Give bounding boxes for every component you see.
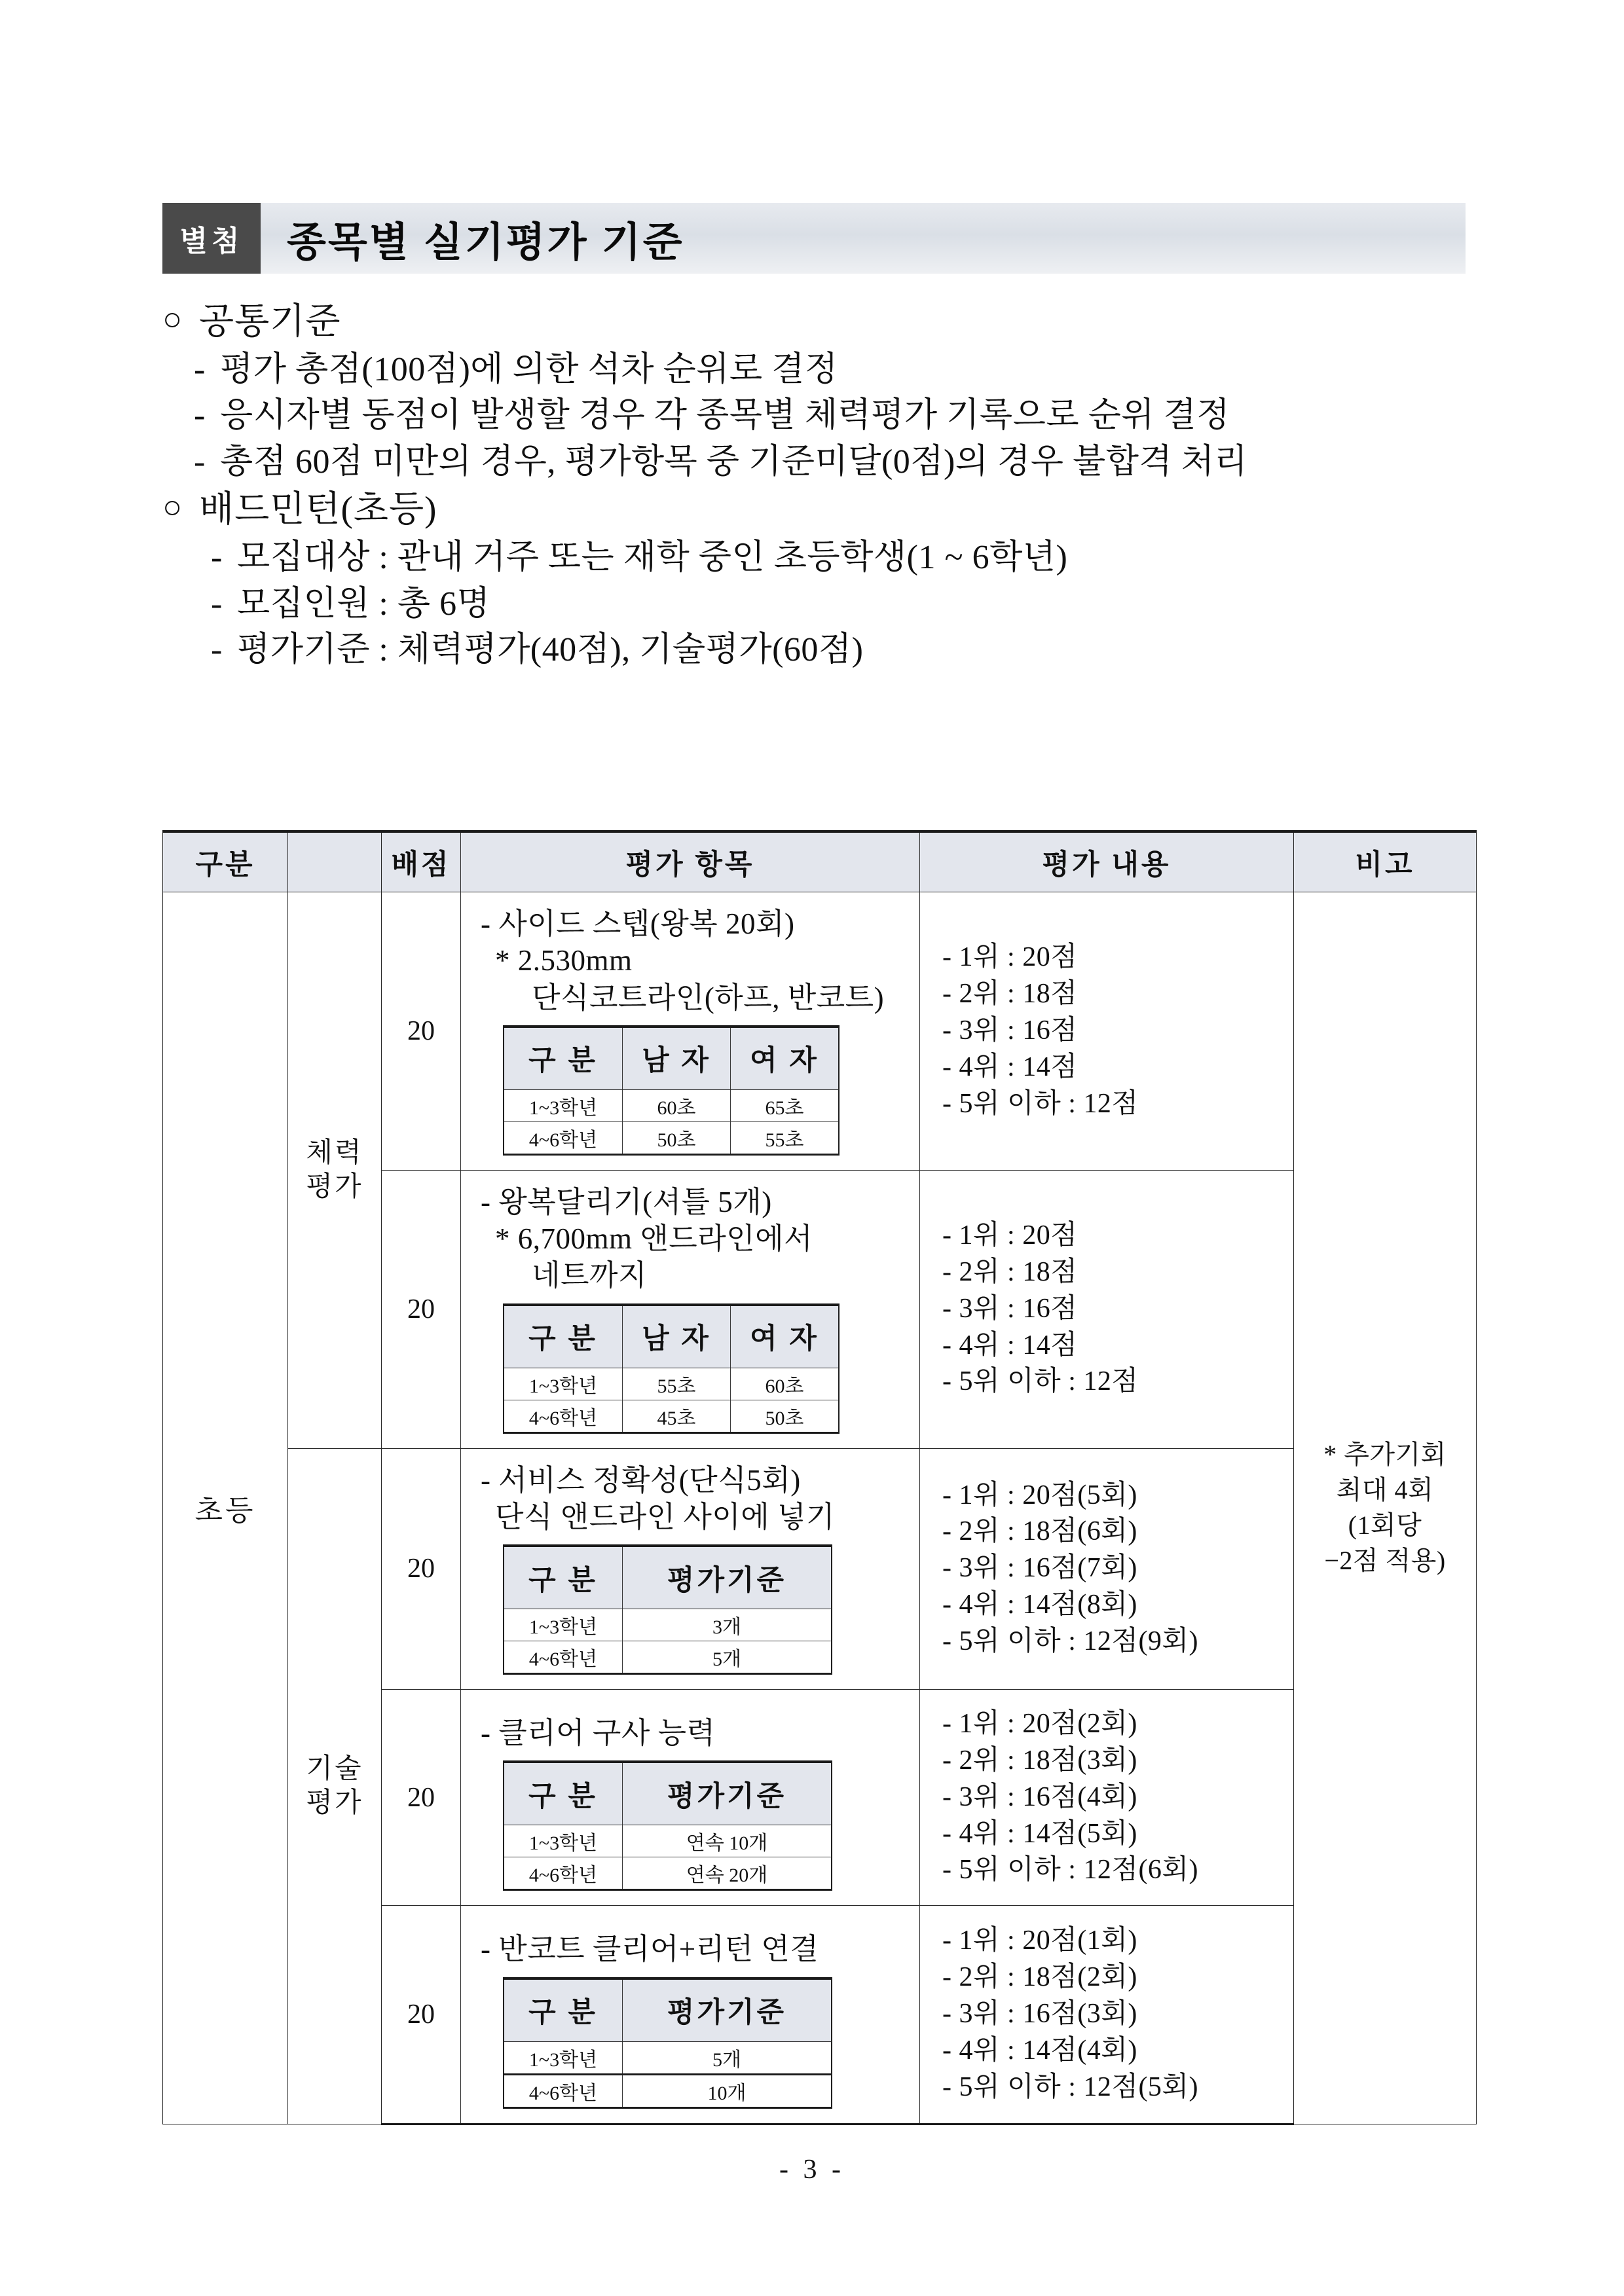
- subtable-cell: 4~6학년: [504, 1121, 623, 1154]
- detail-text-line: - 2위 : 18점: [942, 979, 1078, 1010]
- item-text-line: 단식 앤드라인 사이에 넣기: [495, 1500, 835, 1533]
- subtable-header-cell: 구 분: [504, 1978, 623, 2042]
- subtable-header-row: [504, 1305, 839, 1368]
- subtable-row: [504, 2041, 832, 2074]
- cell-evaluation-item: [461, 1448, 920, 1690]
- th-group-spacer: [288, 831, 382, 892]
- criteria-subtable: [503, 1544, 832, 1675]
- subtable-cell: 1~3학년: [504, 1368, 623, 1400]
- group-label-line: 평가: [306, 1788, 363, 1818]
- detail-text-line: - 4위 : 14점(4회): [942, 2035, 1137, 2066]
- attachment-tag: 별첨: [162, 203, 261, 274]
- outline-text: 평가기준 : 체력평가(40점), 기술평가(60점): [237, 631, 864, 669]
- detail-text-line: - 3위 : 16점(7회): [942, 1553, 1137, 1584]
- remark-text-line: (1회당: [1348, 1510, 1422, 1540]
- item-spacer: [481, 1919, 910, 1931]
- circle-bullet-icon: ○: [162, 488, 183, 526]
- item-text-line: * 2.530mm: [495, 944, 633, 977]
- subtable-cell: 55초: [623, 1368, 731, 1400]
- detail-text-line: - 5위 이하 : 12점(6회): [942, 1855, 1198, 1886]
- cell-category: 초등: [163, 892, 288, 2124]
- subtable-cell: 55초: [731, 1121, 840, 1154]
- detail-text-line: - 4위 : 14점(5회): [942, 1818, 1137, 1849]
- item-text-line: - 왕복달리기(셔틀 5개): [481, 1185, 772, 1218]
- cell-evaluation-detail: [920, 1690, 1294, 1906]
- dash-bullet-icon: -: [194, 350, 206, 388]
- detail-text-line: - 5위 이하 : 12점(5회): [942, 2071, 1198, 2102]
- subtable-cell: 4~6학년: [504, 1400, 623, 1432]
- subtable-header-row: [504, 1027, 839, 1090]
- detail-text-line: - 1위 : 20점(2회): [942, 1708, 1137, 1739]
- th-score: 배점: [382, 831, 461, 892]
- detail-text-line: - 2위 : 18점(3회): [942, 1745, 1137, 1776]
- subtable-cell: 4~6학년: [504, 2074, 623, 2107]
- subtable-cell: 50초: [623, 1121, 731, 1154]
- subtable-cell: 5개: [623, 2041, 832, 2074]
- outline-bullet: [162, 536, 1472, 581]
- dash-bullet-icon: -: [211, 585, 223, 623]
- subtable-cell: 4~6학년: [504, 1857, 623, 1890]
- dash-bullet-icon: -: [211, 631, 223, 669]
- subtable-row: [504, 1857, 832, 1890]
- table-header: [163, 831, 1477, 892]
- subtable-cell: 연속 10개: [623, 1825, 832, 1857]
- cell-evaluation-detail: [920, 1448, 1294, 1690]
- outline-bullet: [162, 582, 1472, 627]
- outline-text: 배드민턴(초등): [199, 489, 437, 530]
- detail-text-line: - 3위 : 16점: [942, 1015, 1078, 1046]
- cell-evaluation-item: [461, 892, 920, 1171]
- criteria-subtable: [503, 1977, 832, 2109]
- criteria-subtable: [503, 1760, 832, 1891]
- cell-evaluation-item: [461, 1906, 920, 2124]
- subtable-header-cell: 평가기준: [623, 1546, 832, 1609]
- outline-bullet: [162, 348, 1472, 393]
- item-content: [461, 1906, 919, 2123]
- subtable-header-cell: 구 분: [504, 1305, 623, 1368]
- table-row: [163, 892, 1477, 1171]
- cell-group-fitness: [288, 892, 382, 1449]
- detail-text-line: - 5위 이하 : 12점: [942, 1088, 1139, 1119]
- item-text-line: - 반코트 클리어+리턴 연결: [481, 1933, 819, 1966]
- outline-text: 모집인원 : 총 6명: [237, 585, 490, 623]
- item-text-line: * 6,700mm 앤드라인에서: [495, 1222, 813, 1255]
- outline-text: 응시자별 동점이 발생할 경우 각 종목별 체력평가 기록으로 순위 결정: [220, 397, 1230, 435]
- subtable-header-cell: 구 분: [504, 1762, 623, 1825]
- item-text-line: 네트까지: [532, 1259, 647, 1292]
- item-text-line: - 사이드 스텝(왕복 20회): [481, 907, 795, 940]
- detail-text-line: - 1위 : 20점(5회): [942, 1480, 1137, 1510]
- detail-content: [920, 1912, 1293, 2116]
- subtable-cell: 10개: [623, 2074, 832, 2107]
- cell-remark: [1294, 892, 1477, 2124]
- cell-evaluation-detail: [920, 1906, 1294, 2124]
- detail-text-line: - 1위 : 20점(1회): [942, 1925, 1137, 1956]
- detail-text-line: - 3위 : 16점(4회): [942, 1781, 1137, 1812]
- outline-text: 평가 총점(100점)에 의한 석차 순위로 결정: [220, 350, 838, 388]
- subtable-cell: 1~3학년: [504, 2041, 623, 2074]
- subtable-cell: 1~3학년: [504, 1609, 623, 1641]
- item-content: [461, 1171, 919, 1448]
- cell-evaluation-detail: [920, 892, 1294, 1171]
- subtable-header-row: [504, 1978, 832, 2042]
- subtable-row: [504, 1121, 839, 1154]
- detail-content: [920, 1207, 1293, 1411]
- cell-points: 20: [382, 1906, 461, 2124]
- cell-evaluation-detail: [920, 1170, 1294, 1448]
- item-content: [461, 1690, 919, 1905]
- criteria-subtable: [503, 1303, 840, 1434]
- subtable-row: [504, 2074, 832, 2107]
- item-spacer: [481, 1703, 910, 1715]
- subtable-row: [504, 1825, 832, 1857]
- subtable-cell: 50초: [731, 1400, 840, 1432]
- th-detail: 평가 내용: [920, 831, 1294, 892]
- dash-bullet-icon: -: [194, 397, 206, 435]
- cell-evaluation-item: [461, 1170, 920, 1448]
- item-text-line: - 서비스 정확성(단식5회): [481, 1463, 801, 1497]
- evaluation-table: [162, 830, 1477, 2125]
- item-content: [461, 892, 919, 1170]
- subtable-cell: 4~6학년: [504, 1641, 623, 1674]
- detail-text-line: - 1위 : 20점: [942, 942, 1078, 973]
- group-label-line: 평가: [306, 1172, 363, 1203]
- detail-text-line: - 4위 : 14점: [942, 1330, 1078, 1360]
- item-content: [461, 1449, 919, 1690]
- subtable-header-row: [504, 1762, 832, 1825]
- item-text-line: 단식코트라인(하프, 반코트): [532, 981, 885, 1014]
- subtable-cell: 5개: [623, 1641, 832, 1674]
- outline-text: 총점 60점 미만의 경우, 평가항목 중 기준미달(0점)의 경우 불합격 처리: [220, 443, 1248, 481]
- table-body: [163, 892, 1477, 2124]
- cell-evaluation-item: [461, 1690, 920, 1906]
- subtable-header-cell: 평가기준: [623, 1978, 832, 2042]
- subtable-cell: 60초: [731, 1368, 840, 1400]
- subtable-header-cell: 평가기준: [623, 1762, 832, 1825]
- remark-content: [1294, 1430, 1476, 1585]
- subtable-cell: 65초: [731, 1089, 840, 1121]
- subtable-cell: 3개: [623, 1609, 832, 1641]
- outline-heading: [162, 298, 1472, 345]
- detail-content: [920, 929, 1293, 1133]
- subtable-header-cell: 구 분: [504, 1546, 623, 1609]
- detail-text-line: - 4위 : 14점: [942, 1051, 1078, 1082]
- item-text-line: - 클리어 구사 능력: [481, 1717, 716, 1749]
- outline-text: 공통기준: [199, 301, 341, 341]
- detail-text-line: - 1위 : 20점: [942, 1220, 1078, 1250]
- detail-text-line: - 5위 이하 : 12점(9회): [942, 1626, 1198, 1657]
- detail-content: [920, 1696, 1293, 1899]
- subtable-cell: 45초: [623, 1400, 731, 1432]
- dash-bullet-icon: -: [211, 538, 223, 576]
- th-remark: 비고: [1294, 831, 1477, 892]
- subtable-cell: 1~3학년: [504, 1825, 623, 1857]
- subtable-header-cell: 남 자: [623, 1305, 731, 1368]
- remark-text-line: * 추가기회: [1323, 1440, 1447, 1470]
- circle-bullet-icon: ○: [162, 301, 183, 337]
- subtable-header-cell: 여 자: [731, 1027, 840, 1090]
- th-item: 평가 항목: [461, 831, 920, 892]
- th-gubun: 구분: [163, 831, 288, 892]
- remark-text-line: 최대 4회: [1336, 1475, 1434, 1505]
- cell-points: 20: [382, 1690, 461, 1906]
- cell-points: 20: [382, 1170, 461, 1448]
- outline-heading: [162, 486, 1472, 533]
- subtable-header-cell: 남 자: [623, 1027, 731, 1090]
- cell-group-skill: [288, 1448, 382, 2124]
- dash-bullet-icon: -: [194, 443, 206, 481]
- cell-points: 20: [382, 892, 461, 1171]
- subtable-row: [504, 1368, 839, 1400]
- group-label-line: 체력: [306, 1137, 363, 1168]
- subtable-row: [504, 1641, 832, 1674]
- subtable-header-cell: 구 분: [504, 1027, 623, 1090]
- table-row: [163, 1448, 1477, 1690]
- title-banner: [162, 203, 1466, 274]
- outline-bullet: [162, 440, 1472, 485]
- subtable-header-cell: 여 자: [731, 1305, 840, 1368]
- detail-text-line: - 2위 : 18점(6회): [942, 1516, 1137, 1547]
- table-header-row: [163, 831, 1477, 892]
- outline-text: 모집대상 : 관내 거주 또는 재학 중인 초등학생(1 ~ 6학년): [237, 538, 1068, 576]
- remark-text-line: −2점 적용): [1324, 1546, 1446, 1576]
- detail-text-line: - 2위 : 18점: [942, 1256, 1078, 1287]
- outline-bullet: [162, 393, 1472, 439]
- group-label-line: 기술: [306, 1753, 363, 1784]
- detail-text-line: - 5위 이하 : 12점: [942, 1366, 1139, 1397]
- subtable-row: [504, 1609, 832, 1641]
- detail-text-line: - 2위 : 18점(2회): [942, 1962, 1137, 1993]
- criteria-subtable: [503, 1025, 840, 1156]
- subtable-cell: 1~3학년: [504, 1089, 623, 1121]
- subtable-cell: 연속 20개: [623, 1857, 832, 1890]
- cell-points: 20: [382, 1448, 461, 1690]
- detail-text-line: - 3위 : 16점(3회): [942, 1998, 1137, 2029]
- outline-bullet: [162, 628, 1472, 673]
- page-footer: - 3 -: [779, 2155, 845, 2185]
- outline-list: [162, 298, 1472, 674]
- detail-content: [920, 1467, 1293, 1671]
- subtable-row: [504, 1089, 839, 1121]
- subtable-header-row: [504, 1546, 832, 1609]
- detail-text-line: - 3위 : 16점: [942, 1293, 1078, 1324]
- subtable-row: [504, 1400, 839, 1432]
- page-title: 종목별 실기평가 기준: [287, 219, 684, 265]
- detail-text-line: - 4위 : 14점(8회): [942, 1590, 1137, 1620]
- subtable-cell: 60초: [623, 1089, 731, 1121]
